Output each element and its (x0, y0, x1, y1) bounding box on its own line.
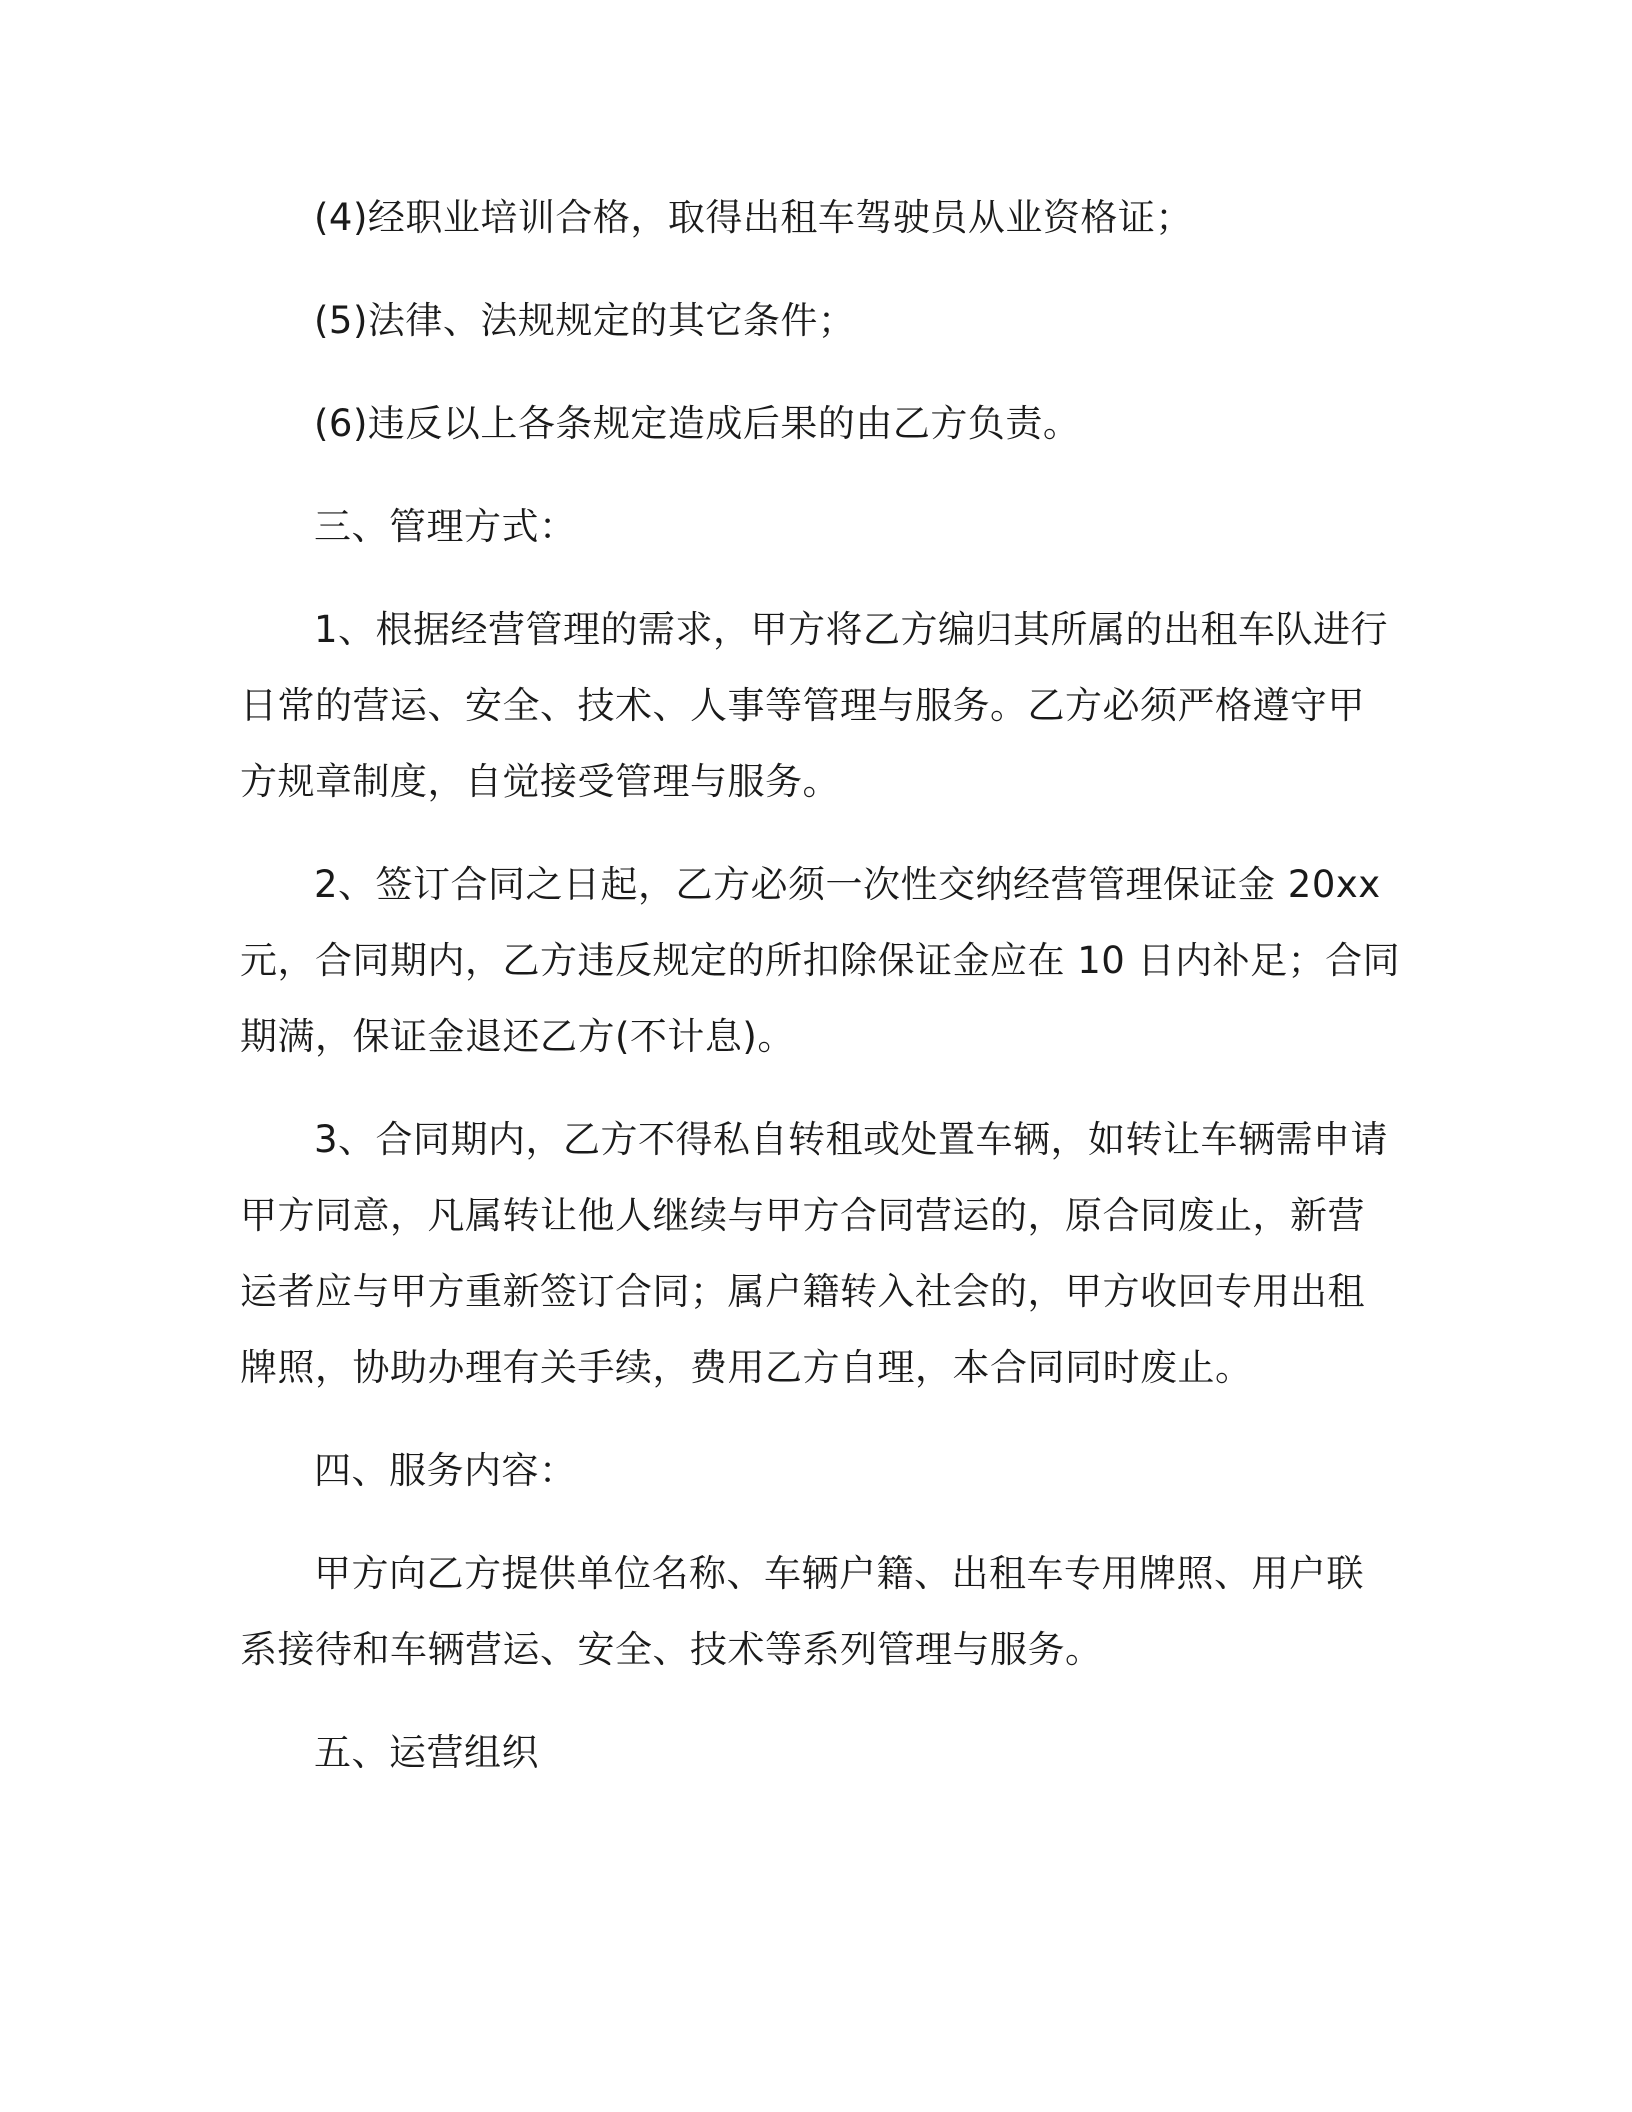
text-line: 运者应与甲方重新签订合同；属户籍转入社会的，甲方收回专用出租 (240, 1270, 1365, 1313)
text-line: 牌照，协助办理有关手续，费用乙方自理，本合同同时废止。 (240, 1346, 1253, 1389)
text-line: (6)违反以上各条规定造成后果的由乙方负责。 (314, 402, 1081, 445)
text-line: 甲方向乙方提供单位名称、车辆户籍、出租车专用牌照、用户联 (314, 1552, 1364, 1595)
text-line: 方规章制度，自觉接受管理与服务。 (240, 760, 840, 803)
text-line: 3、合同期内，乙方不得私自转租或处置车辆，如转让车辆需申请 (314, 1118, 1389, 1161)
text-line: 元，合同期内，乙方违反规定的所扣除保证金应在 10 日内补足；合同 (240, 939, 1401, 982)
text-line: 期满，保证金退还乙方(不计息)。 (240, 1015, 795, 1058)
text-line: 2、签订合同之日起，乙方必须一次性交纳经营管理保证金 20xx (314, 863, 1381, 906)
text-line: 日常的营运、安全、技术、人事等管理与服务。乙方必须严格遵守甲 (240, 684, 1365, 727)
text-line: (4)经职业培训合格，取得出租车驾驶员从业资格证； (314, 196, 1193, 239)
text-line: 系接待和车辆营运、安全、技术等系列管理与服务。 (240, 1628, 1103, 1671)
text-line: 1、根据经营管理的需求，甲方将乙方编归其所属的出租车队进行 (314, 608, 1389, 651)
text-line: (5)法律、法规规定的其它条件； (314, 299, 856, 342)
heading-text: 五、运营组织 (314, 1731, 539, 1774)
text-line: 甲方同意，凡属转让他人继续与甲方合同营运的，原合同废止，新营 (240, 1194, 1365, 1237)
heading-text: 三、管理方式： (314, 505, 577, 548)
heading-text: 四、服务内容： (314, 1449, 577, 1492)
